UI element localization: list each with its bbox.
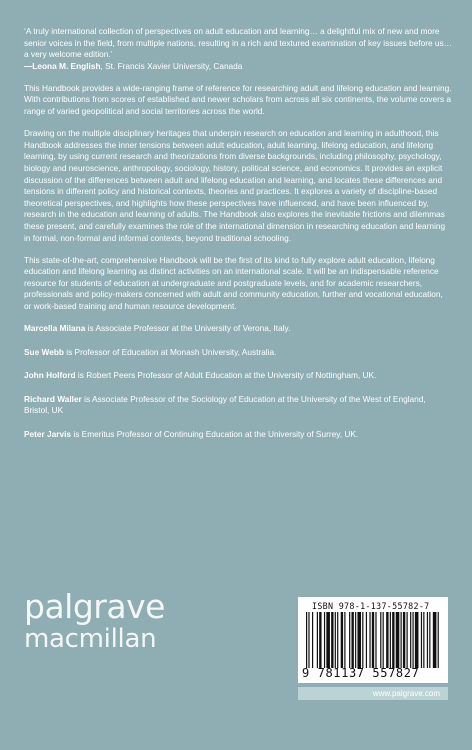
barcode-icon <box>306 612 440 668</box>
barcode-bar <box>366 612 367 668</box>
quote-affiliation: , St. Francis Xavier University, Canada <box>100 60 243 71</box>
barcode-bar <box>415 612 419 668</box>
barcode-bar <box>312 612 313 668</box>
barcode-bar <box>357 612 361 668</box>
barcode-bar <box>410 612 411 668</box>
barcode-bar <box>392 612 394 668</box>
barcode-bar <box>324 612 325 668</box>
barcode-bar <box>433 612 437 668</box>
barcode-bar <box>331 612 333 668</box>
barcode-bar <box>372 612 374 668</box>
editor-name: Sue Webb <box>24 346 64 357</box>
description-paragraph-3: This state-of-the-art, comprehensive Handbook will be the first of its kind to fully explore adult education, lifelong education and lifelong learning as distinct activities on an international scale. It will be an indispensable reference resource for students of education at undergraduate and postgraduate levels, and for academic researchers, professionals and policy-makers concerned with adult and community education, further and vocational education, or work-based training and human resource development. <box>24 254 443 311</box>
editor-bio: John Holford is Robert Peers Professor of Adult Education at the University of Nottingham, UK. <box>24 370 377 381</box>
barcode-digits: 9 781137 557827 <box>302 666 420 680</box>
editor-name: Peter Jarvis <box>24 429 72 440</box>
barcode-bar <box>351 612 353 668</box>
description-paragraph-1: This Handbook provides a wide-ranging frame of reference for researching adult and lifelong education and learning. With contributions from scores of established and newer scholars from across all six continents, the volume covers a range of varied geopolitical and social territories across the world. <box>24 82 452 117</box>
barcode-bar <box>427 612 428 668</box>
barcode-bar <box>403 612 405 668</box>
editor-name: Richard Waller <box>24 393 82 404</box>
isbn-label: ISBN 978-1-137-55782-7 <box>312 601 430 611</box>
barcode-bar <box>341 612 343 668</box>
barcode-bar <box>335 612 336 668</box>
description-paragraph-2: Drawing on the multiple disciplinary heritages that underpin research on education and learning in adulthood, this Handbook addresses the inner tensions between adult education, adult learning, lifelong education, and lifelong learning, by using current research and theorizations from diverse backgrounds, including philosophy, psychology, biology and neuroscience, anthropology, sociology, history, political science, and economics. It provides an explicit discussion of the differences between adult and lifelong education and learning, and locates these differences and tensions in different policy and historical contexts, theories and practices. It explores a variety of discipline-based theoretical perspectives, and highlights how these perspectives have influenced, and have been influenced by, research in the education and learning of adults. The Handbook also explores the inevitable frictions and dilemmas these present, and carefully examines the role of the international dimension in researching education and learning in formal, non-formal and informal contexts, beyond traditional schooling. <box>24 128 446 243</box>
barcode-bar <box>355 612 356 668</box>
barcode-bar <box>383 612 384 668</box>
quote-text: ‘A truly international collection of perspectives on adult education and learning… a delightful mix of new and more senior voices in the field, from multiple nations, resulting in a rich and textured examination of key issues before us… a very welcome edition.’ <box>24 26 452 60</box>
publisher-logo-line2: macmillan <box>24 624 157 654</box>
barcode-bar <box>369 612 370 668</box>
editor-bio: Marcella Milana is Associate Professor at the University of Verona, Italy. <box>24 323 291 334</box>
barcode-bar <box>319 612 321 668</box>
barcode-bar <box>317 612 318 668</box>
barcode-bar <box>423 612 424 668</box>
isbn-barcode-box <box>298 597 448 683</box>
barcode-bar <box>380 612 381 668</box>
publisher-logo <box>24 587 165 654</box>
barcode-bar <box>396 612 400 668</box>
barcode-bar <box>407 612 408 668</box>
barcode-bar <box>429 612 430 668</box>
editor-name: John Holford <box>24 370 76 381</box>
barcode-bar <box>401 612 402 668</box>
publisher-website: www.palgrave.com <box>298 687 448 700</box>
barcode-bar <box>349 612 350 668</box>
quote-author: —Leona M. English <box>24 60 101 71</box>
barcode-bar <box>308 612 309 668</box>
endorsement-quote <box>24 26 452 72</box>
editor-name: Marcella Milana <box>24 323 86 334</box>
barcode-bar <box>362 612 363 668</box>
barcode-bar <box>438 612 439 668</box>
publisher-logo-line1: palgrave <box>24 587 165 626</box>
barcode-bar <box>386 612 388 668</box>
editor-bio: Richard Waller is Associate Professor of the Sociology of Education at the University of the West of England, Bristol, UK <box>24 393 426 416</box>
back-cover-text <box>24 26 452 453</box>
barcode-bar <box>326 612 330 668</box>
barcode-bar <box>344 612 345 668</box>
barcode-bar <box>375 612 376 668</box>
editor-bio: Sue Webb is Professor of Education at Monash University, Australia. <box>24 346 277 357</box>
editor-bio: Peter Jarvis is Emeritus Professor of Continuing Education at the University of Surrey, UK. <box>24 429 359 440</box>
barcode-bar <box>421 612 422 668</box>
barcode-bar <box>306 612 307 668</box>
barcode-bar <box>337 612 338 668</box>
barcode-bar <box>390 612 391 668</box>
barcode-bar <box>412 612 413 668</box>
